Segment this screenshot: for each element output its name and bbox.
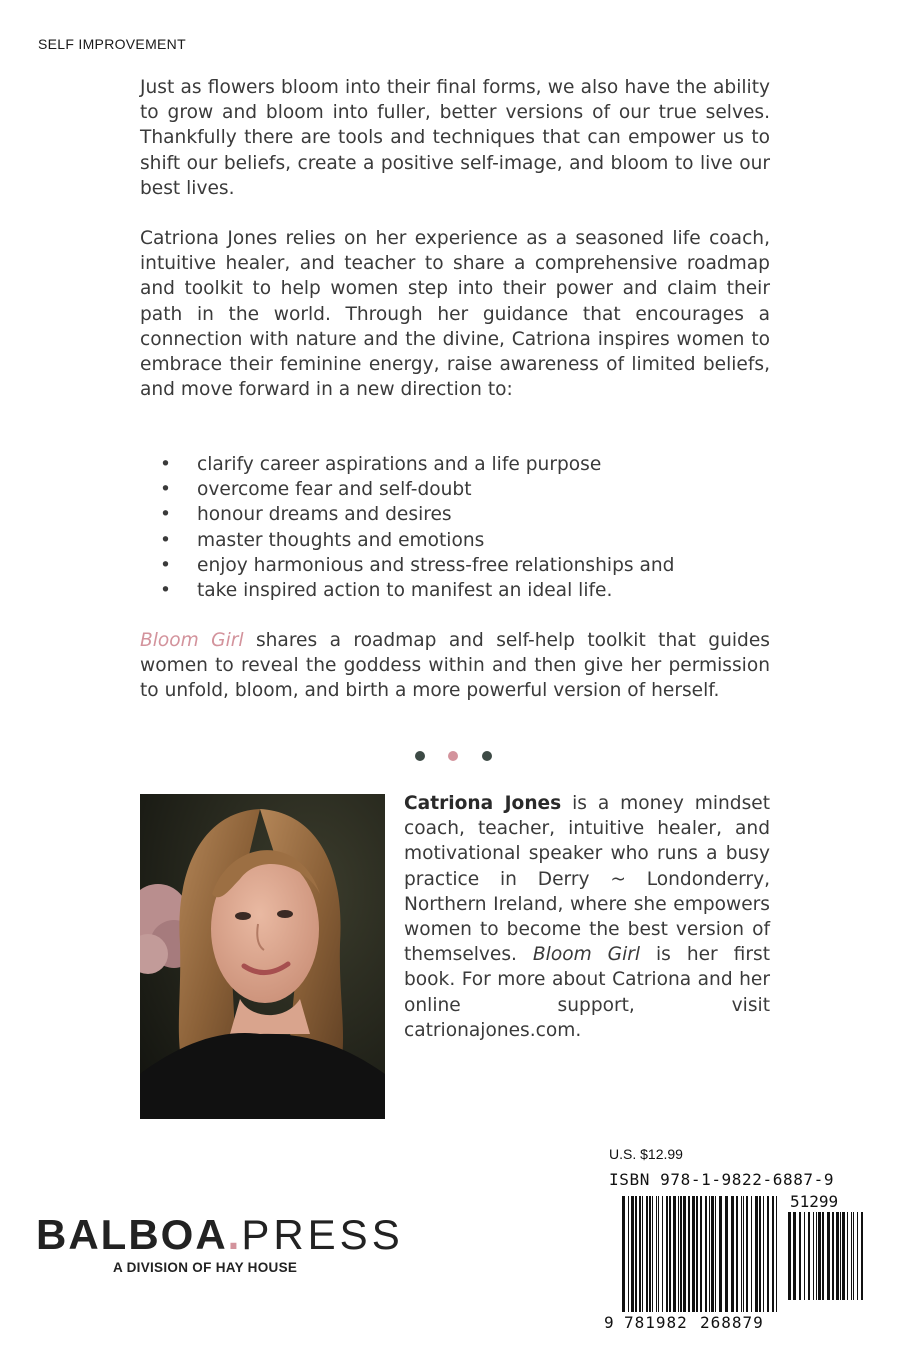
barcode-bar — [658, 1196, 659, 1312]
barcode-bar — [696, 1196, 698, 1312]
category-label: SELF IMPROVEMENT — [38, 36, 186, 52]
barcode-bar — [731, 1196, 734, 1312]
barcode-bar — [788, 1212, 791, 1300]
barcode-bar — [736, 1196, 738, 1312]
barcode-bar — [715, 1196, 716, 1312]
summary-text: shares a roadmap and self-help toolkit that guides women to reveal the goddess within and then give her permission to unfold, bloom, and birth a more powerful version of herself. — [140, 630, 770, 702]
barcode-bar — [669, 1196, 671, 1312]
bio-text: is a money mindset coach, teacher, intuitive healer, and motivational speaker who runs a busy practice in Derry ~ Londonderry, Northern Ireland, where she empowers women to become the best version of themselves. — [404, 793, 770, 966]
barcode-bar — [649, 1196, 651, 1312]
author-name: Catriona Jones — [404, 793, 562, 814]
barcode-bar — [688, 1196, 690, 1312]
author-bio — [404, 791, 770, 1043]
author-photo — [140, 794, 385, 1119]
intro-paragraph: Just as flowers bloom into their final forms, we also have the ability to grow and bloom into fuller, better versions of our true selves. Thankfully there are tools and techniques that can empower us to shift our beliefs, create a positive self-image, and bloom to live our best lives. — [140, 77, 770, 199]
barcode-bar — [818, 1212, 821, 1300]
barcode-bar — [763, 1196, 764, 1312]
barcode-bar — [776, 1196, 777, 1312]
list-item: • clarify career aspirations and a life purpose — [160, 452, 674, 477]
barcode-bar — [662, 1196, 663, 1312]
list-item: • overcome fear and self-doubt — [160, 477, 674, 502]
barcode-bar — [652, 1196, 653, 1312]
book-title: Bloom Girl — [140, 630, 244, 651]
barcode-bar — [628, 1196, 629, 1312]
price-label: U.S. $12.99 — [609, 1146, 683, 1162]
barcode-bar — [847, 1212, 848, 1300]
barcode-left-digits: 781982 — [624, 1313, 688, 1330]
barcode-bar — [666, 1196, 668, 1312]
author-paragraph: Catriona Jones relies on her experience as a seasoned life coach, intuitive healer, and teacher to share a comprehensive roadmap and toolkit to help women step into their power and claim their path in the world. Through her guidance that encourages a connection with nature and the divine, Catriona inspires women to embrace their feminine energy, raise awareness of limited beliefs, and move forward in a new direction to: — [140, 228, 770, 401]
barcode-bar — [678, 1196, 679, 1312]
barcode-bar — [741, 1196, 742, 1312]
barcode-bar — [639, 1196, 641, 1312]
barcode-bar — [804, 1212, 805, 1300]
barcode-bar — [709, 1196, 710, 1312]
book-title: Bloom Girl — [532, 944, 641, 966]
benefit-list — [160, 452, 674, 603]
barcode-bar — [622, 1196, 625, 1312]
barcode — [600, 1190, 870, 1330]
barcode-bar — [840, 1212, 841, 1300]
barcode-bar — [772, 1196, 774, 1312]
publisher-name-light: PRESS — [241, 1211, 404, 1258]
barcode-bar — [635, 1196, 637, 1312]
barcode-bar — [853, 1212, 854, 1300]
isbn-label: ISBN 978-1-9822-6887-9 — [609, 1170, 835, 1189]
barcode-bar — [836, 1212, 839, 1300]
barcode-bar — [861, 1212, 863, 1300]
divider-dot — [415, 751, 425, 761]
barcode-bar — [656, 1196, 657, 1312]
barcode-bar — [851, 1212, 852, 1300]
barcode-bar — [719, 1196, 722, 1312]
barcode-bar — [767, 1196, 769, 1312]
barcode-bar — [705, 1196, 707, 1312]
publisher-division: A DIVISION OF HAY HOUSE — [113, 1260, 298, 1275]
divider-dot — [448, 751, 458, 761]
barcode-bar — [751, 1196, 752, 1312]
bio-text: is her first book. For more about Catriona and her online support, visit catrionajones.com. — [404, 944, 770, 1041]
barcode-bar — [700, 1196, 702, 1312]
barcode-bar — [816, 1212, 817, 1300]
barcode-bar — [746, 1196, 748, 1312]
barcode-bar — [793, 1212, 796, 1300]
barcode-bar — [683, 1196, 686, 1312]
barcode-bar — [673, 1196, 676, 1312]
barcode-bar — [646, 1196, 648, 1312]
publisher-name-bold: BALBOA — [36, 1211, 228, 1258]
barcode-bar — [725, 1196, 728, 1312]
list-item: • master thoughts and emotions — [160, 528, 674, 553]
barcode-bar — [631, 1196, 634, 1312]
barcode-bar — [680, 1196, 682, 1312]
barcode-bar — [711, 1196, 714, 1312]
list-item: • honour dreams and desires — [160, 502, 674, 527]
barcode-bar — [692, 1196, 695, 1312]
list-item: • enjoy harmonious and stress-free relationships and — [160, 553, 674, 578]
barcode-right-digits: 268879 — [700, 1313, 764, 1330]
barcode-bar — [743, 1196, 744, 1312]
barcode-bar — [857, 1212, 858, 1300]
barcode-bar — [759, 1196, 761, 1312]
barcode-bar — [808, 1212, 810, 1300]
publisher-dot: . — [227, 1211, 242, 1258]
publisher-logo — [36, 1212, 404, 1275]
barcode-bar — [832, 1212, 834, 1300]
barcode-bar — [813, 1212, 814, 1300]
barcode-bar — [842, 1212, 845, 1300]
barcode-bar — [827, 1212, 830, 1300]
list-item: • take inspired action to manifest an ideal life. — [160, 578, 674, 603]
barcode-addon-digits: 51299 — [790, 1192, 839, 1211]
summary-paragraph — [140, 628, 770, 704]
divider-dot — [482, 751, 492, 761]
barcode-bar — [755, 1196, 758, 1312]
barcode-bar — [822, 1212, 824, 1300]
barcode-bar — [642, 1196, 643, 1312]
barcode-lead-digit: 9 — [604, 1313, 614, 1330]
barcode-bar — [799, 1212, 801, 1300]
